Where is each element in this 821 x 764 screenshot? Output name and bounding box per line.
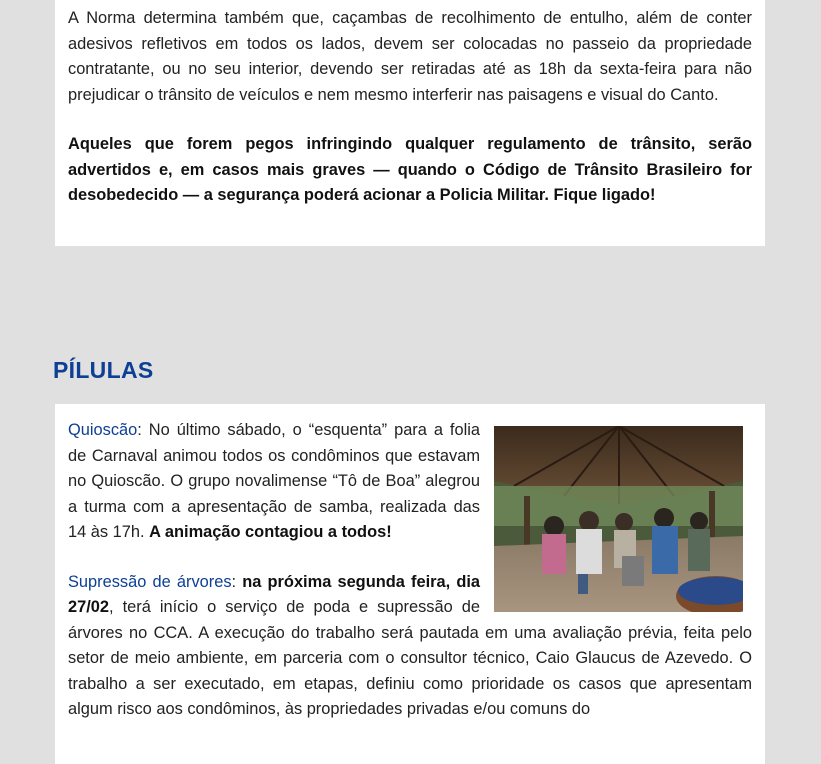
- article-card-traffic: [55, 0, 765, 246]
- quioscao-label: Quioscão: [68, 421, 138, 439]
- paragraph-norma: A Norma determina também que, caçambas de recolhimento de entulho, além de conter adesivos refletivos em todos os lados, devem ser colocadas no passeio da propriedade contratante, ou no seu interior, devendo ser retiradas até as 18h da sexta-feira para não prejudicar o trânsito de veículos e nem mesmo interferir nas paisagens e visual do Canto.: [68, 9, 752, 104]
- supressao-sep: :: [231, 572, 243, 591]
- warning-bold-text: Aqueles que forem pegos infringindo qualquer regulamento de trânsito, serão advertidos e, em casos mais graves — quando o Código de Trânsito Brasileiro for desobedecido — a segurança poderá acionar a Policia Militar. Fique ligado!: [68, 135, 752, 204]
- kiosk-photo-icon: [494, 426, 743, 612]
- supressao-bold: na próxima segunda feira, dia 27/02: [68, 572, 481, 616]
- supressao-label: Supressão de árvores: [68, 572, 232, 591]
- quioscao-bold: A animação contagiou a todos!: [149, 523, 392, 541]
- paragraph-warning: [68, 132, 752, 209]
- kiosk-photo: [494, 426, 743, 612]
- quioscao-text: : No último sábado, o “esquenta” para a folia de Carnaval animou todos os condôminos que estavam no Quioscão. O grupo novalimense “Tô de Boa” alegrou a turma com a apresentação de samba, realizada das 14 às 17h.: [68, 421, 480, 541]
- section-title-pilulas: PÍLULAS: [53, 357, 154, 383]
- supressao-text: , terá início o serviço de poda e supressão de árvores no CCA. A execução do trabalho será pautada em uma avaliação prévia, feita pelo setor de meio ambiente, em parceria com o consultor técnico, Caio Glaucus de Azevedo. O trabalho a ser executado, em etapas, definiu como prioridade os casos que apresentam algum risco aos condôminos, às propriedades privadas e/ou comuns do: [68, 598, 752, 718]
- article-card-pilulas: [55, 404, 765, 764]
